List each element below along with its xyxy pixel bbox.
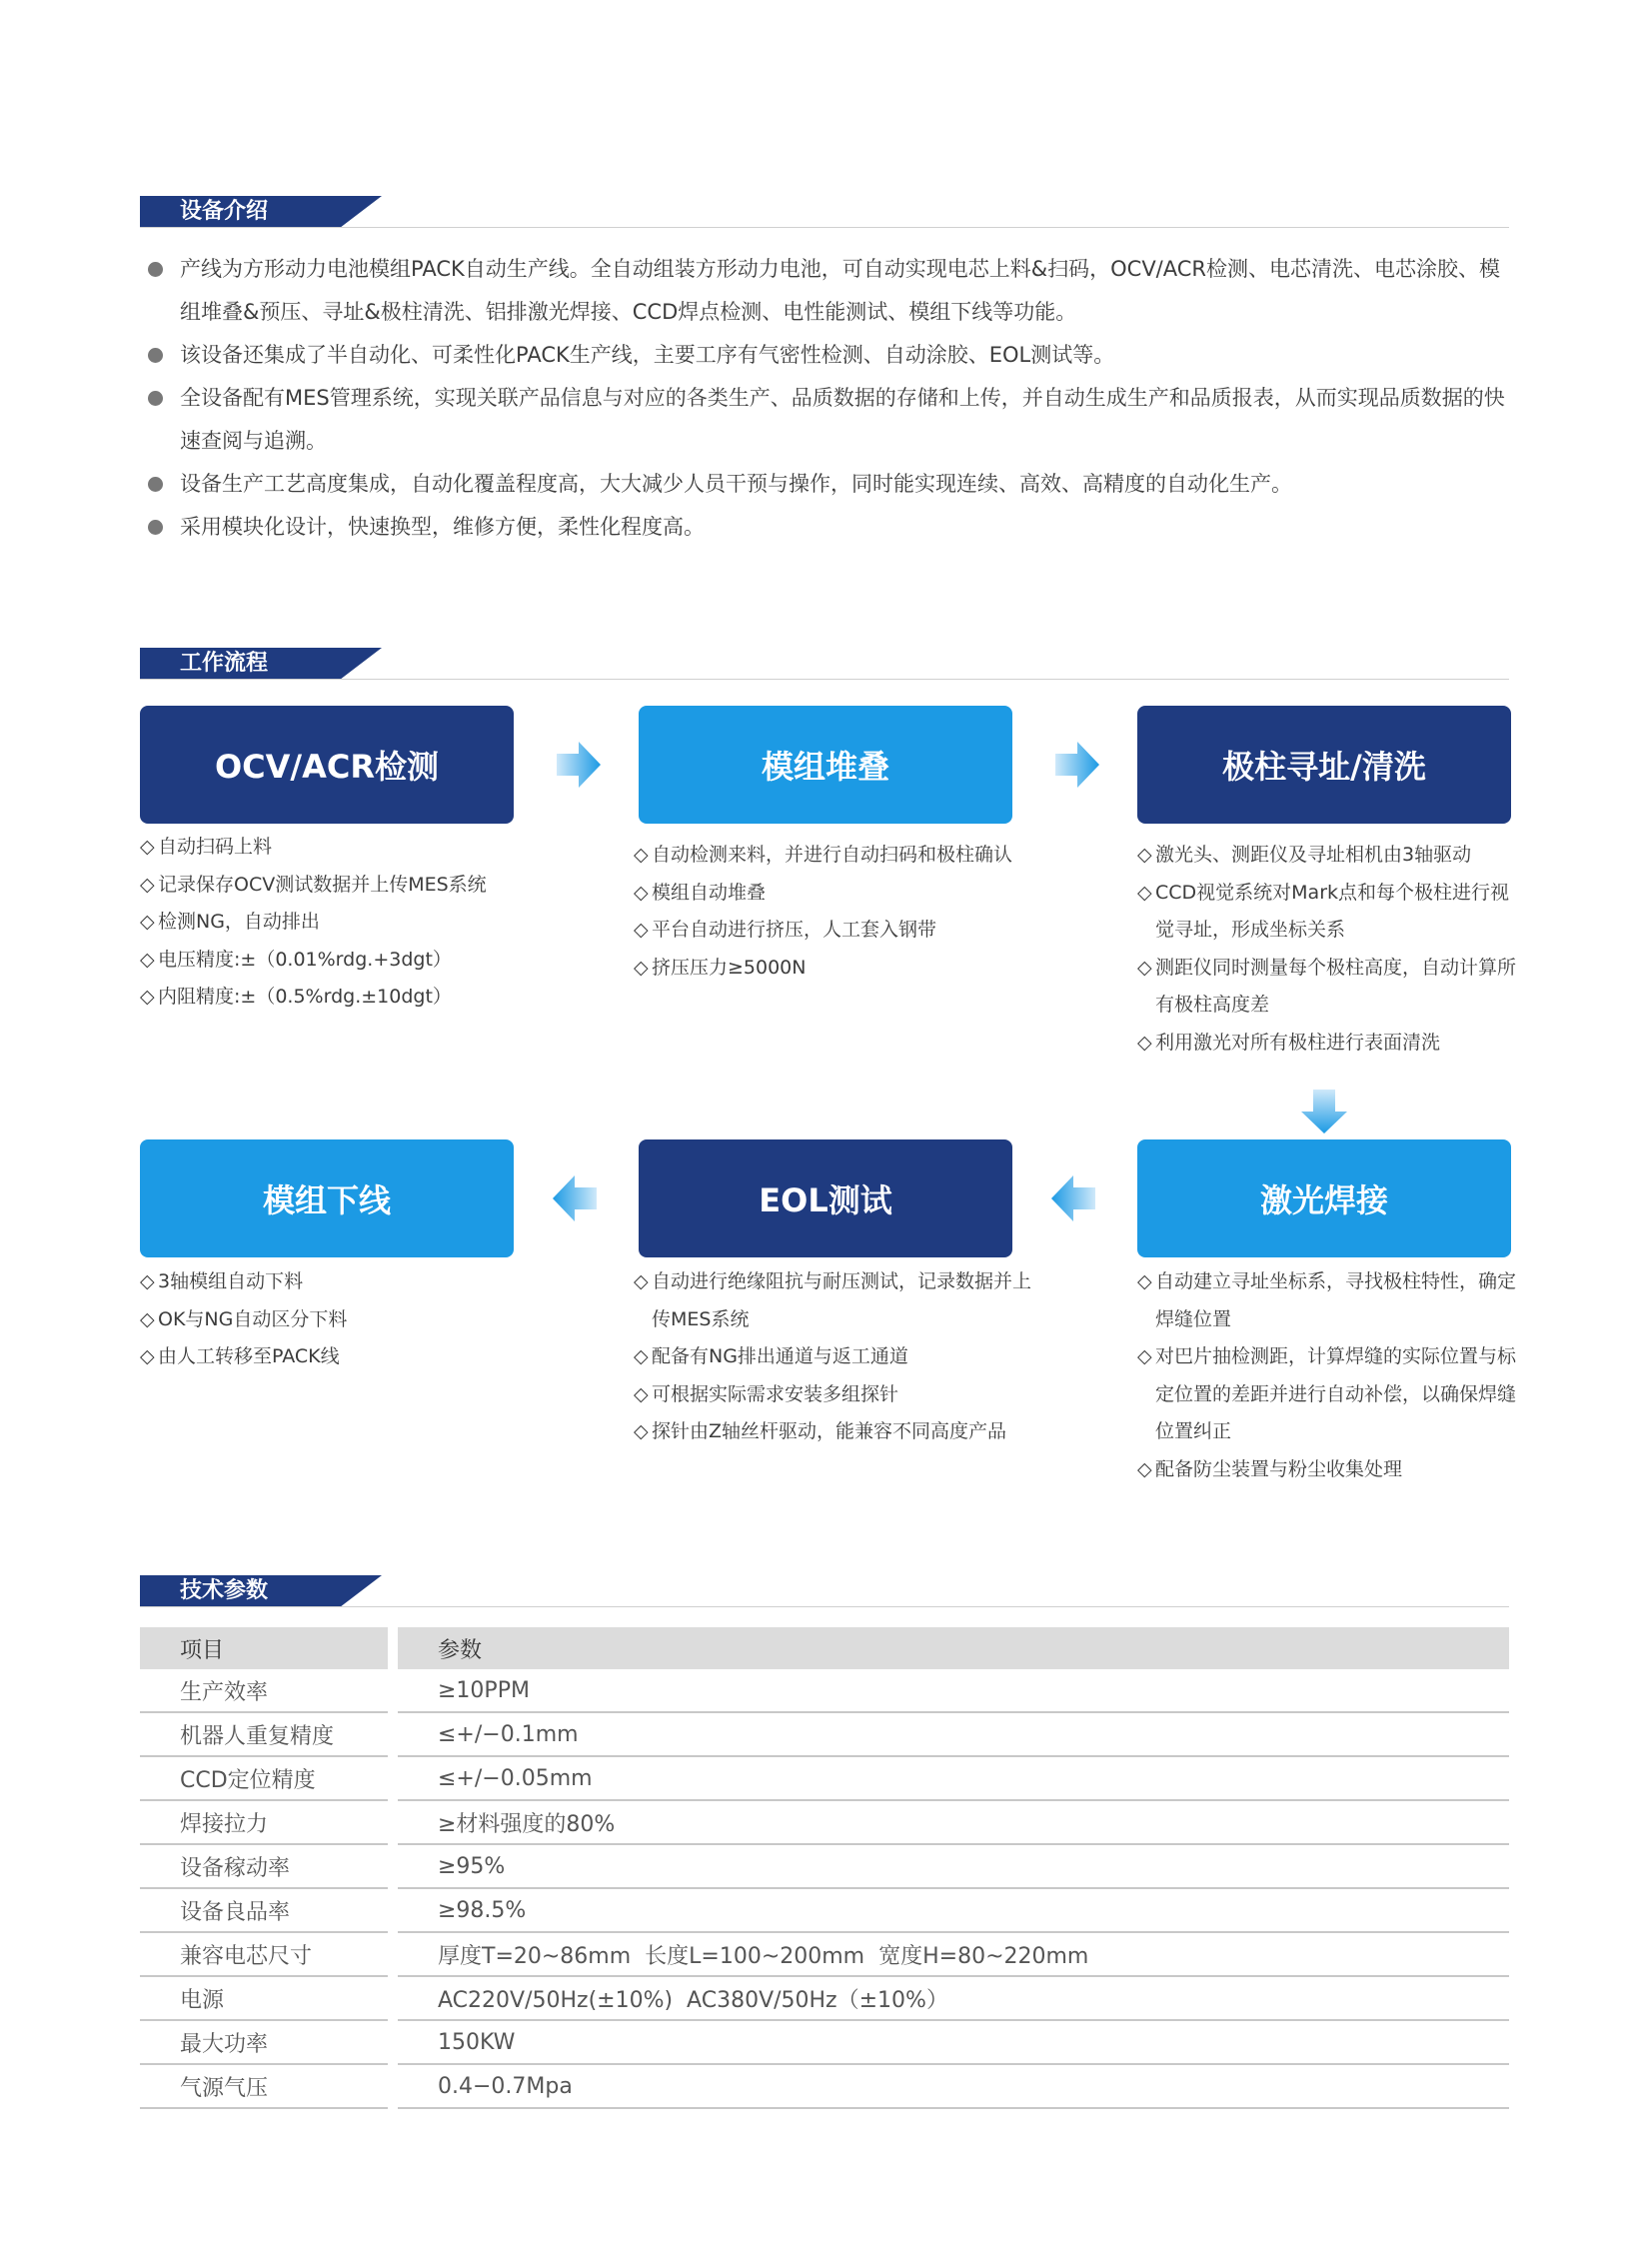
diamond-bullet-icon: ◇ <box>634 844 649 866</box>
diamond-bullet-icon: ◇ <box>634 1345 649 1367</box>
table-row: 电源 AC220V/50Hz(±10%) AC380V/50Hz（±10%） <box>140 1976 1509 2020</box>
diamond-bullet-icon: ◇ <box>1137 956 1152 979</box>
flow-step-box: 极柱寻址/清洗 <box>1137 706 1511 824</box>
bullet-dot-icon <box>148 262 163 277</box>
diamond-bullet-icon: ◇ <box>1137 1031 1152 1054</box>
flow-step-box: 激光焊接 <box>1137 1139 1511 1257</box>
table-row: 气源气压 0.4−0.7Mpa <box>140 2064 1509 2108</box>
diamond-bullet-icon: ◇ <box>1137 1457 1152 1480</box>
diamond-bullet-icon: ◇ <box>140 873 155 896</box>
diamond-bullet-icon: ◇ <box>140 1270 155 1292</box>
diamond-bullet-icon: ◇ <box>634 881 649 904</box>
intro-item: 全设备配有MES管理系统，实现关联产品信息与对应的各类生产、品质数据的存储和上传，并自动生成生产和品质报表，从而实现品质数据的快速查阅与追溯。 <box>146 377 1515 463</box>
diamond-bullet-icon: ◇ <box>1137 1345 1152 1367</box>
table-row: 兼容电芯尺寸 厚度T=20~86mm 长度L=100~200mm 宽度H=80~220mm <box>140 1932 1509 1976</box>
table-header-row <box>140 1627 1509 1669</box>
section-header-flow <box>140 648 1509 680</box>
diamond-bullet-icon: ◇ <box>140 1345 155 1367</box>
diamond-bullet-icon: ◇ <box>140 836 155 858</box>
flow-step-details: ◇ 3轴模组自动下料 ◇ OK与NG自动区分下料 ◇ 由人工转移至PACK线 <box>140 1263 520 1376</box>
divider <box>140 227 1509 228</box>
flow-step-details: ◇ 自动进行绝缘阻抗与耐压测试，记录数据并上传MES系统 ◇ 配备有NG排出通道与返工通道 ◇ 可根据实际需求安装多组探针 ◇ 探针由Z轴丝杆驱动，能兼容不同高度产品 <box>634 1263 1033 1451</box>
table-row: 焊接拉力 ≥材料强度的80% <box>140 1800 1509 1844</box>
flow-step-details: ◇ 激光头、测距仪及寻址相机由3轴驱动 ◇ CCD视觉系统对Mark点和每个极柱进行视觉寻址，形成坐标关系 ◇ 测距仪同时测量每个极柱高度，自动计算所有极柱高度差 ◇ 利用激光对所有极柱进行表面清洗 <box>1137 837 1517 1062</box>
flow-step-details: ◇ 自动检测来料，并进行自动扫码和极柱确认 ◇ 模组自动堆叠 ◇ 平台自动进行挤压，人工套入钢带 ◇ 挤压压力≥5000N <box>634 837 1033 987</box>
section-header-params <box>140 1575 1509 1607</box>
flow-step-box: EOL测试 <box>639 1139 1012 1257</box>
diamond-bullet-icon: ◇ <box>140 986 155 1008</box>
flow-step-details: ◇ 自动扫码上料 ◇ 记录保存OCV测试数据并上传MES系统 ◇ 检测NG，自动排出 ◇ 电压精度:±（0.01%rdg.+3dgt） ◇ 内阻精度:±（0.5%rdg.±10dgt） <box>140 829 520 1017</box>
intro-item: 采用模块化设计，快速换型，维修方便，柔性化程度高。 <box>146 506 1515 549</box>
flow-step-box: OCV/ACR检测 <box>140 706 514 824</box>
diamond-bullet-icon: ◇ <box>140 911 155 933</box>
diamond-bullet-icon: ◇ <box>1137 1270 1152 1292</box>
flow-step-details: ◇ 自动建立寻址坐标系，寻找极柱特性，确定焊缝位置 ◇ 对巴片抽检测距，计算焊缝的实际位置与标定位置的差距并进行自动补偿，以确保焊缝位置纠正 ◇ 配备防尘装置与粉尘收集处理 <box>1137 1263 1517 1488</box>
bullet-dot-icon <box>148 477 163 492</box>
flow-step-box: 模组堆叠 <box>639 706 1012 824</box>
intro-item: 该设备还集成了半自动化、可柔性化PACK生产线，主要工序有气密性检测、自动涂胶、EOL测试等。 <box>146 334 1515 377</box>
bullet-dot-icon <box>148 348 163 363</box>
bullet-dot-icon <box>148 520 163 535</box>
diamond-bullet-icon: ◇ <box>1137 844 1152 866</box>
arrow-left-icon <box>553 1175 597 1221</box>
arrow-down-icon <box>1301 1090 1347 1133</box>
section-title-params: 技术参数 <box>140 1575 340 1607</box>
diamond-bullet-icon: ◇ <box>140 948 155 971</box>
table-row: CCD定位精度 ≤+/−0.05mm <box>140 1756 1509 1800</box>
diamond-bullet-icon: ◇ <box>634 1270 649 1292</box>
intro-item: 产线为方形动力电池模组PACK自动生产线。全自动组装方形动力电池，可自动实现电芯上料&扫码，OCV/ACR检测、电芯清洗、电芯涂胶、模组堆叠&预压、寻址&极柱清洗、铝排激光焊接、CCD焊点检测、电性能测试、模组下线等功能。 <box>146 248 1515 334</box>
diamond-bullet-icon: ◇ <box>634 956 649 979</box>
params-table <box>140 1627 1509 2109</box>
divider <box>140 1606 1509 1607</box>
divider <box>140 679 1509 680</box>
diamond-bullet-icon: ◇ <box>634 919 649 941</box>
flow-step-box: 模组下线 <box>140 1139 514 1257</box>
table-row: 设备良品率 ≥98.5% <box>140 1888 1509 1932</box>
table-row: 设备稼动率 ≥95% <box>140 1844 1509 1888</box>
diamond-bullet-icon: ◇ <box>1137 881 1152 904</box>
bullet-dot-icon <box>148 391 163 406</box>
diamond-bullet-icon: ◇ <box>140 1307 155 1330</box>
table-row: 机器人重复精度 ≤+/−0.1mm <box>140 1712 1509 1756</box>
table-row: 生产效率 ≥10PPM <box>140 1669 1509 1712</box>
arrow-right-icon <box>1055 742 1099 788</box>
section-title-intro: 设备介绍 <box>140 196 340 228</box>
section-title-flow: 工作流程 <box>140 648 340 680</box>
diamond-bullet-icon: ◇ <box>634 1420 649 1442</box>
intro-list <box>146 248 1515 549</box>
diamond-bullet-icon: ◇ <box>634 1382 649 1405</box>
section-header-intro <box>140 196 1509 228</box>
column-header: 项目 <box>140 1627 388 1669</box>
column-header: 参数 <box>398 1627 1509 1669</box>
table-row: 最大功率 150KW <box>140 2020 1509 2064</box>
arrow-left-icon <box>1051 1175 1095 1221</box>
intro-item: 设备生产工艺高度集成，自动化覆盖程度高，大大减少人员干预与操作，同时能实现连续、高效、高精度的自动化生产。 <box>146 463 1515 506</box>
arrow-right-icon <box>557 742 601 788</box>
